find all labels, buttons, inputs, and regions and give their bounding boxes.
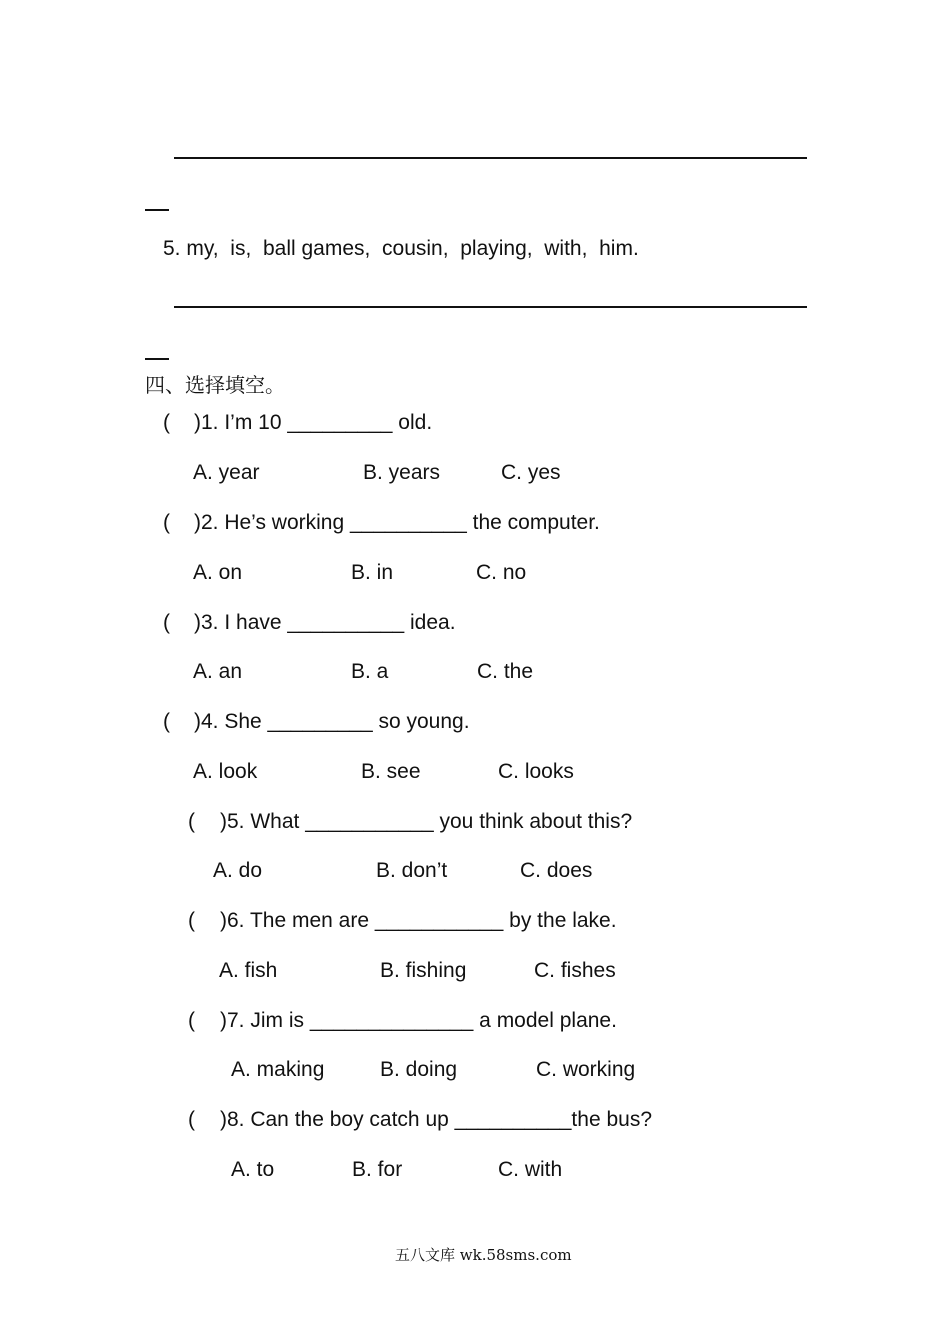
option-c[interactable]: C. looks	[498, 760, 574, 783]
answer-line-continuation	[145, 209, 169, 211]
answer-paren[interactable]: (	[163, 411, 170, 434]
question-stem: )5. What ___________ you think about this?	[220, 810, 633, 833]
answer-paren[interactable]: (	[163, 511, 170, 534]
answer-paren[interactable]: (	[188, 1108, 195, 1131]
option-c[interactable]: C. no	[476, 561, 527, 584]
option-a[interactable]: A. an	[193, 660, 243, 683]
option-b[interactable]: B. a	[351, 660, 389, 683]
option-b[interactable]: B. fishing	[380, 959, 467, 982]
option-b[interactable]: B. for	[352, 1158, 403, 1181]
option-c[interactable]: C. fishes	[534, 959, 616, 982]
option-c[interactable]: C. does	[520, 859, 593, 882]
answer-paren[interactable]: (	[163, 611, 170, 634]
answer-paren[interactable]: (	[163, 710, 170, 733]
option-c[interactable]: C. with	[498, 1158, 563, 1181]
option-a[interactable]: A. year	[193, 461, 260, 484]
option-c[interactable]: C. yes	[501, 461, 561, 484]
question-stem: )4. She _________ so young.	[194, 710, 470, 733]
answer-paren[interactable]: (	[188, 1009, 195, 1032]
option-b[interactable]: B. in	[351, 561, 394, 584]
sentence-item-5: 5. my, is, ball games, cousin, playing, with, him.	[163, 237, 639, 260]
option-a[interactable]: A. making	[231, 1058, 325, 1081]
option-c[interactable]: C. the	[477, 660, 534, 683]
option-b[interactable]: B. years	[363, 461, 441, 484]
question-stem: )3. I have __________ idea.	[194, 611, 456, 634]
question-stem: )1. I’m 10 _________ old.	[194, 411, 433, 434]
option-a[interactable]: A. to	[231, 1158, 275, 1181]
question-stem: )6. The men are ___________ by the lake.	[220, 909, 617, 932]
section-heading: 四、选择填空。	[145, 373, 285, 397]
answer-paren[interactable]: (	[188, 810, 195, 833]
option-a[interactable]: A. on	[193, 561, 243, 584]
question-stem: )7. Jim is ______________ a model plane.	[220, 1009, 617, 1032]
answer-line[interactable]	[174, 306, 807, 308]
option-a[interactable]: A. do	[213, 859, 263, 882]
answer-paren[interactable]: (	[188, 909, 195, 932]
option-a[interactable]: A. fish	[219, 959, 278, 982]
option-b[interactable]: B. doing	[380, 1058, 458, 1081]
option-c[interactable]: C. working	[536, 1058, 636, 1081]
footer-watermark: 五八文库 wk.58sms.com	[395, 1246, 572, 1264]
answer-line-continuation	[145, 358, 169, 360]
question-stem: )2. He’s working __________ the computer.	[194, 511, 600, 534]
option-a[interactable]: A. look	[193, 760, 258, 783]
answer-line[interactable]	[174, 157, 807, 159]
question-stem: )8. Can the boy catch up __________the bus?	[220, 1108, 652, 1131]
option-b[interactable]: B. don’t	[376, 859, 448, 882]
option-b[interactable]: B. see	[361, 760, 421, 783]
